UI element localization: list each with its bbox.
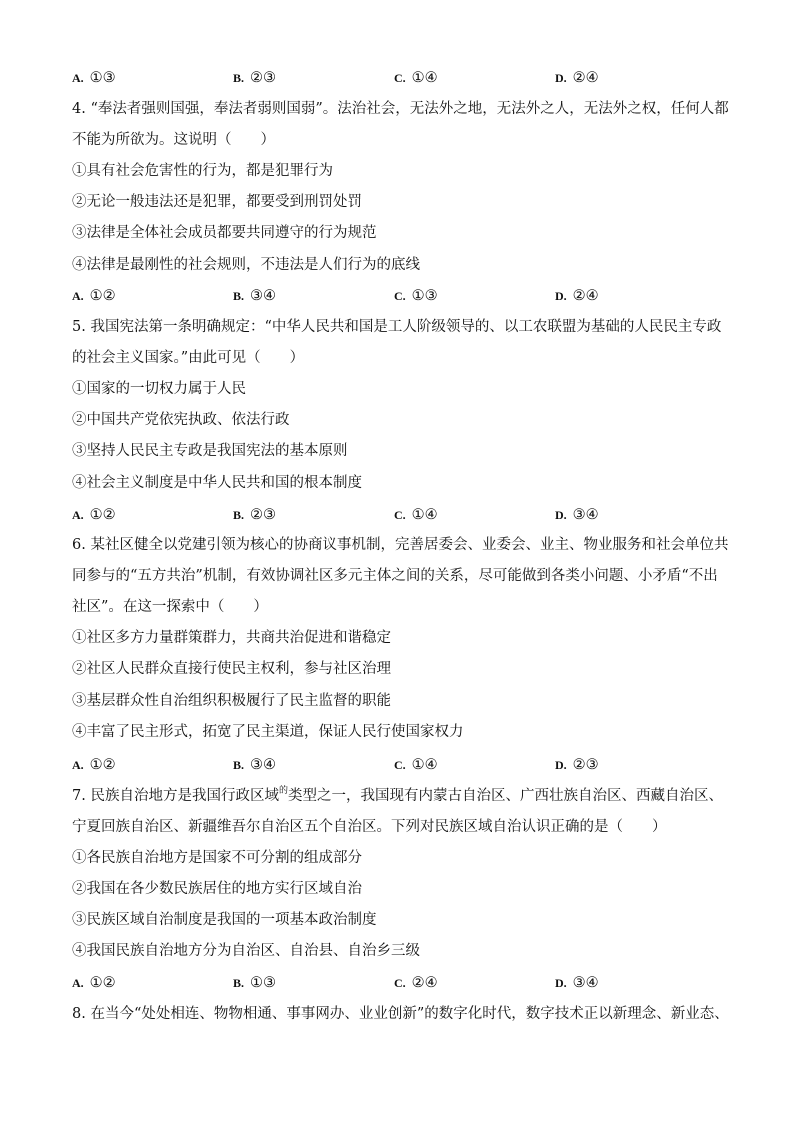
q4-option-2: ②无论一般违法还是犯罪，都要受到刑罚处罚: [72, 194, 362, 210]
q3-choice-b[interactable]: B. ②③: [233, 70, 277, 86]
q4-option-1: ①具有社会危害性的行为，都是犯罪行为: [72, 163, 333, 179]
q7-option-2: ②我国在各少数民族居住的地方实行区域自治: [72, 881, 362, 897]
q7-option-3: ③民族区域自治制度是我国的一项基本政治制度: [72, 912, 377, 928]
q3-choices: [72, 68, 632, 88]
q7-choice-a[interactable]: A. ①②: [72, 975, 116, 991]
q3-choice-d[interactable]: D. ②④: [555, 70, 599, 86]
q5-stem-line-2: 的社会主义国家。”由此可见（ ）: [72, 350, 305, 366]
q4-option-3: ③法律是全体社会成员都要共同遵守的行为规范: [72, 225, 377, 241]
q4-option-4: ④法律是最刚性的社会规则，不违法是人们行为的底线: [72, 257, 420, 273]
q6-choice-b[interactable]: B. ③④: [233, 757, 277, 773]
q5-choices: [72, 505, 632, 525]
q7-choices: [72, 973, 632, 993]
q6-stem-line-2: 同参与的“五方共治”机制，有效协调社区多元主体之间的关系，尽可能做到各类小问题、小矛盾“不出: [72, 568, 718, 584]
q7-stem-line-1: [72, 786, 723, 808]
q5-option-3: ③坚持人民民主专政是我国宪法的基本原则: [72, 443, 348, 459]
q6-option-3: ③基层群众性自治组织积极履行了民主监督的职能: [72, 693, 391, 709]
q4-choice-b[interactable]: B. ③④: [233, 288, 277, 304]
q4-stem-line-1: 4. “奉法者强则国强，奉法者弱则国弱”。法治社会，无法外之地，无法外之人，无法外之权，任何人都: [72, 101, 729, 117]
q5-choice-c[interactable]: C. ①④: [394, 507, 438, 523]
q3-choice-a[interactable]: A. ①③: [72, 70, 116, 86]
q8-stem-line-1: 8. 在当今“处处相连、物物相通、事事网办、业业创新”的数字化时代，数字技术正以新理念、新业态、: [72, 1006, 729, 1022]
q6-option-4: ④丰富了民主形式，拓宽了民主渠道，保证人民行使国家权力: [72, 724, 464, 740]
q6-choice-a[interactable]: A. ①②: [72, 757, 116, 773]
q4-choices: [72, 286, 632, 306]
q7-stem-line-2: 宁夏回族自治区、新疆维吾尔自治区五个自治区。下列对民族区域自治认识正确的是（ ）: [72, 819, 667, 835]
q7-choice-d[interactable]: D. ③④: [555, 975, 599, 991]
q4-choice-d[interactable]: D. ②④: [555, 288, 599, 304]
q7-stem-line-1-part-a: 7. 民族自治地方是我国行政区域: [72, 788, 279, 804]
q4-choice-c[interactable]: C. ①③: [394, 288, 438, 304]
q6-option-2: ②社区人民群众直接行使民主权利，参与社区治理: [72, 661, 391, 677]
q6-choice-c[interactable]: C. ①④: [394, 757, 438, 773]
q5-choice-d[interactable]: D. ③④: [555, 507, 599, 523]
q6-stem-line-3: 社区”。在这一探索中（ ）: [72, 599, 268, 615]
q7-option-4: ④我国民族自治地方分为自治区、自治县、自治乡三级: [72, 943, 420, 959]
q5-stem-line-1: 5. 我国宪法第一条明确规定：“中华人民共和国是工人阶级领导的、以工农联盟为基础的人民民主专政: [72, 319, 722, 335]
q6-stem-line-1: 6. 某社区健全以党建引领为核心的协商议事机制，完善居委会、业委会、业主、物业服务和社会单位共: [72, 537, 729, 553]
q4-stem-line-2: 不能为所欲为。这说明（ ）: [72, 132, 275, 148]
q3-choice-c[interactable]: C. ①④: [394, 70, 438, 86]
q6-choices: [72, 755, 632, 775]
q7-stem-superscript: 的: [278, 786, 288, 796]
q7-choice-c[interactable]: C. ②④: [394, 975, 438, 991]
q7-stem-line-1-part-b: 类型之一，我国现有内蒙古自治区、广西壮族自治区、西藏自治区、: [287, 788, 723, 804]
q7-option-1: ①各民族自治地方是国家不可分割的组成部分: [72, 850, 362, 866]
q4-choice-a[interactable]: A. ①②: [72, 288, 116, 304]
q6-choice-d[interactable]: D. ②③: [555, 757, 599, 773]
q5-option-2: ②中国共产党依宪执政、依法行政: [72, 412, 290, 428]
q7-choice-b[interactable]: B. ①③: [233, 975, 277, 991]
q5-choice-a[interactable]: A. ①②: [72, 507, 116, 523]
q5-option-4: ④社会主义制度是中华人民共和国的根本制度: [72, 475, 362, 491]
q6-option-1: ①社区多方力量群策群力，共商共治促进和谐稳定: [72, 630, 391, 646]
q5-choice-b[interactable]: B. ②③: [233, 507, 277, 523]
q5-option-1: ①国家的一切权力属于人民: [72, 381, 246, 397]
